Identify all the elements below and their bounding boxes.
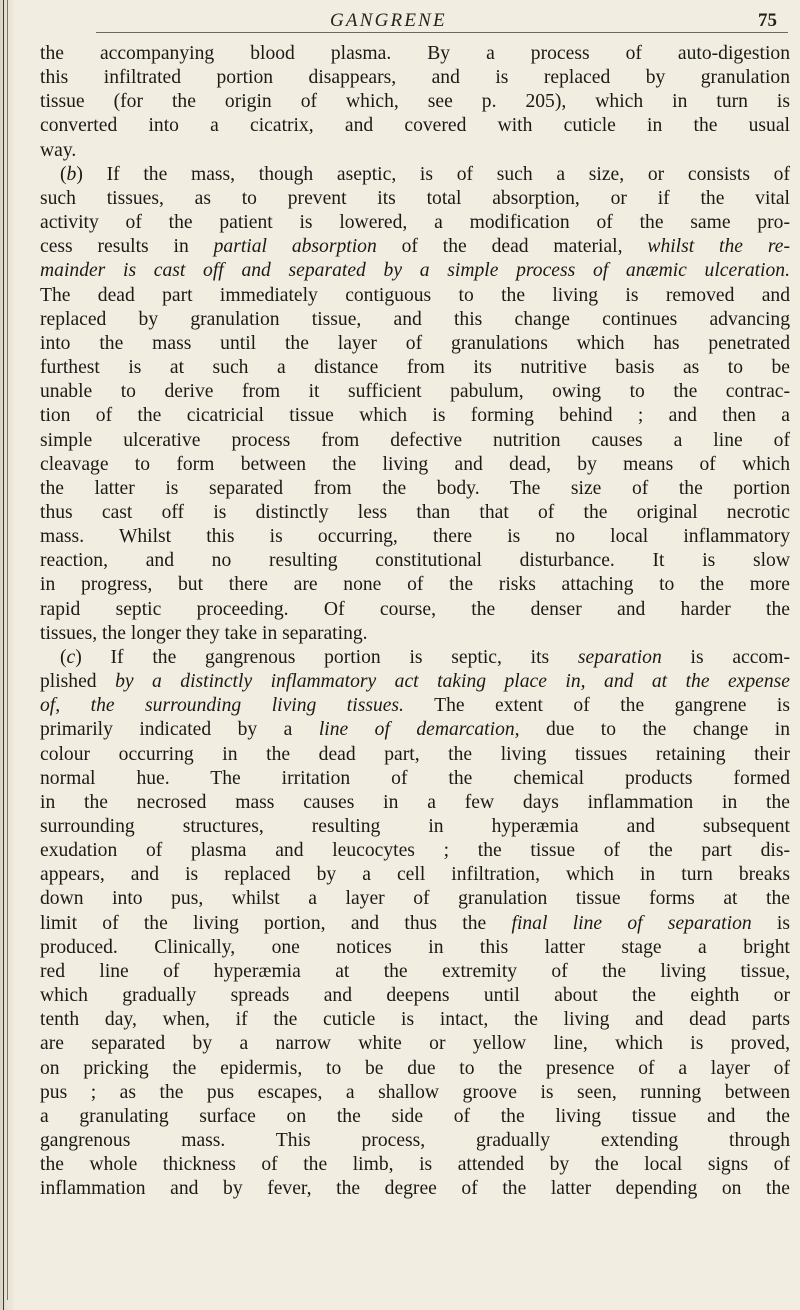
- text-line: [40, 525, 790, 549]
- text-line: [40, 1129, 790, 1153]
- running-head: [90, 10, 790, 40]
- text-run: into the mass until the layer of granulations which has penetrated: [40, 332, 790, 354]
- text-run: way.: [40, 139, 77, 161]
- binding-line: [3, 0, 4, 1310]
- text-run: The dead part immediately contiguous to the living is removed and: [40, 284, 790, 306]
- text-line: [40, 936, 790, 960]
- text-run: inflammation and by fever, the degree of the latter depending on the: [40, 1178, 790, 1200]
- text-line: [40, 984, 790, 1008]
- text-line: [40, 670, 790, 694]
- text-run: (: [60, 163, 67, 185]
- text-run: red line of hyperæmia at the extremity of the living tissue,: [40, 960, 790, 982]
- text-line: [40, 573, 790, 597]
- text-line: [40, 187, 790, 211]
- italic-text: separation: [577, 646, 662, 668]
- text-run: on pricking the epidermis, to be due to the presence of a layer of: [40, 1057, 790, 1079]
- text-run: plished: [40, 671, 116, 693]
- text-run: furthest is at such a distance from its nutritive basis as to be: [40, 357, 790, 379]
- text-line: [40, 404, 790, 428]
- text-line: [40, 549, 790, 573]
- text-run: colour occurring in the dead part, the living tissues retaining their: [40, 743, 790, 765]
- text-line: [40, 42, 790, 66]
- text-run: in the necrosed mass causes in a few days inflammation in the: [40, 791, 790, 813]
- text-line: [40, 960, 790, 984]
- text-run: tion of the cicatricial tissue which is forming behind ; and then a: [40, 405, 790, 427]
- text-line: [40, 622, 790, 646]
- text-line: [40, 1032, 790, 1056]
- text-run: activity of the patient is lowered, a modification of the same pro-: [40, 212, 790, 234]
- text-run: ) If the gangrenous portion is septic, its: [75, 646, 578, 668]
- text-line: [40, 646, 790, 670]
- text-line: [40, 815, 790, 839]
- text-line: [40, 235, 790, 259]
- text-line: [40, 694, 790, 718]
- italic-text: b: [66, 163, 77, 185]
- text-run: the whole thickness of the limb, is attended by the local signs of: [40, 1154, 790, 1176]
- text-line: [40, 114, 790, 138]
- italic-text: mainder is cast off and separated by a simple process of anæmic ulceration.: [40, 260, 790, 282]
- text-line: [40, 308, 790, 332]
- text-run: are separated by a narrow white or yellow line, which is proved,: [40, 1033, 790, 1055]
- italic-text: whilst the re-: [647, 236, 790, 258]
- body-text: [40, 42, 790, 1202]
- running-title: GANGRENE: [330, 10, 447, 31]
- text-run: surrounding structures, resulting in hyperæmia and subsequent: [40, 816, 790, 837]
- italic-text: partial absorption: [213, 236, 377, 258]
- text-line: [40, 743, 790, 767]
- italic-text: of, the surrounding living tissues.: [40, 695, 404, 717]
- text-run: rapid septic proceeding. Of course, the denser and harder the: [40, 598, 790, 620]
- text-line: [40, 1081, 790, 1105]
- text-line: [40, 380, 790, 404]
- text-run: simple ulcerative process from defective nutrition causes a line of: [40, 429, 790, 451]
- text-run: tissues, the longer they take in separating.: [40, 622, 368, 644]
- text-line: [40, 429, 790, 453]
- header-rule: [96, 32, 788, 33]
- italic-text: by a distinctly inflammatory act taking place in, and at the expense: [115, 671, 790, 693]
- text-line: [40, 598, 790, 622]
- text-run: tenth day, when, if the cuticle is intact, the living and dead parts: [40, 1009, 790, 1031]
- text-line: [40, 1153, 790, 1177]
- text-run: ) If the mass, though aseptic, is of such a size, or consists of: [76, 163, 790, 185]
- text-line: [40, 284, 790, 308]
- text-line: [40, 477, 790, 501]
- text-run: produced. Clinically, one notices in this latter stage a bright: [40, 936, 790, 958]
- text-run: converted into a cicatrix, and covered with cuticle in the usual: [40, 115, 790, 137]
- text-run: normal hue. The irritation of the chemical products formed: [40, 767, 790, 789]
- text-run: of the dead material,: [376, 236, 648, 258]
- text-line: [40, 139, 790, 163]
- text-line: [40, 211, 790, 235]
- text-run: pus ; as the pus escapes, a shallow groove is seen, running between: [40, 1081, 790, 1103]
- text-run: such tissues, as to prevent its total absorption, or if the vital: [40, 187, 790, 209]
- text-run: tissue (for the origin of which, see p. 205), which in turn is: [40, 91, 790, 113]
- text-run: (: [60, 646, 67, 668]
- text-line: [40, 259, 790, 283]
- text-line: [40, 912, 790, 936]
- text-run: is accom-: [661, 646, 790, 668]
- text-run: which gradually spreads and deepens until about the eighth or: [40, 985, 790, 1007]
- text-run: due to the change in: [519, 719, 790, 741]
- text-line: [40, 90, 790, 114]
- text-line: [40, 839, 790, 863]
- text-line: [40, 66, 790, 90]
- text-run: cess results in: [40, 236, 214, 258]
- text-line: [40, 332, 790, 356]
- text-run: primarily indicated by a: [40, 719, 319, 741]
- text-run: replaced by granulation tissue, and this change continues advancing: [40, 308, 790, 330]
- italic-text: line of demarcation,: [318, 719, 520, 741]
- text-run: appears, and is replaced by a cell infiltration, which in turn breaks: [40, 864, 790, 886]
- text-run: is: [751, 912, 790, 934]
- text-run: mass. Whilst this is occurring, there is no local inflammatory: [40, 526, 790, 548]
- text-line: [40, 863, 790, 887]
- text-run: cleavage to form between the living and dead, by means of which: [40, 453, 790, 475]
- text-line: [40, 718, 790, 742]
- text-run: this infiltrated portion disappears, and is replaced by granulation: [40, 67, 790, 89]
- text-line: [40, 356, 790, 380]
- text-run: gangrenous mass. This process, gradually extending through: [40, 1130, 790, 1152]
- text-line: [40, 767, 790, 791]
- text-run: The extent of the gangrene is: [403, 695, 790, 717]
- text-line: [40, 1105, 790, 1129]
- text-run: limit of the living portion, and thus the: [40, 912, 512, 934]
- text-line: [40, 501, 790, 525]
- text-run: the latter is separated from the body. The size of the portion: [40, 477, 790, 499]
- text-line: [40, 1057, 790, 1081]
- binding-line: [7, 0, 8, 1300]
- text-run: a granulating surface on the side of the living tissue and the: [40, 1105, 790, 1127]
- text-run: down into pus, whilst a layer of granulation tissue forms at the: [40, 888, 790, 910]
- text-line: [40, 887, 790, 911]
- text-run: in progress, but there are none of the risks attaching to the more: [40, 574, 790, 596]
- page-number: 75: [758, 10, 777, 31]
- italic-text: final line of separation: [511, 912, 752, 934]
- text-line: [40, 791, 790, 815]
- text-run: the accompanying blood plasma. By a process of auto-digestion: [40, 43, 790, 64]
- text-run: reaction, and no resulting constitutional disturbance. It is slow: [40, 550, 790, 572]
- text-line: [40, 1008, 790, 1032]
- text-line: [40, 1177, 790, 1201]
- text-run: exudation of plasma and leucocytes ; the tissue of the part dis-: [40, 840, 790, 862]
- text-line: [40, 163, 790, 187]
- text-run: thus cast off is distinctly less than that of the original necrotic: [40, 501, 790, 523]
- text-line: [40, 453, 790, 477]
- text-run: unable to derive from it sufficient pabulum, owing to the contrac-: [40, 381, 790, 403]
- italic-text: c: [66, 646, 76, 668]
